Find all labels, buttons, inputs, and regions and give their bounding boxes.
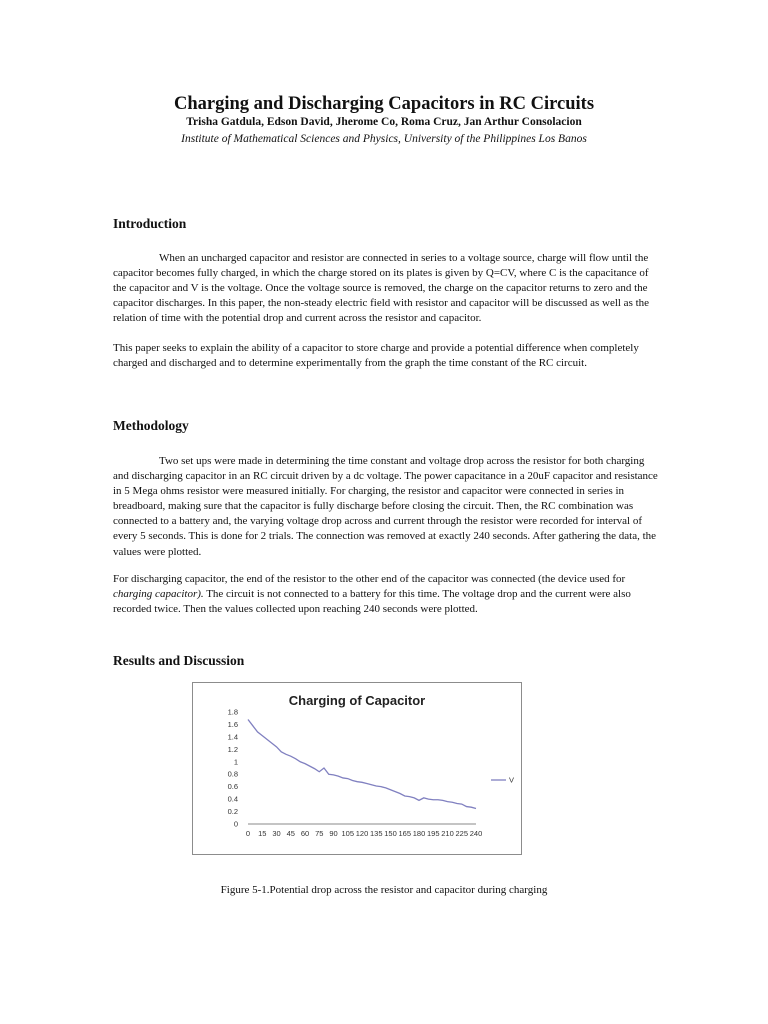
introduction-paragraph-2: This paper seeks to explain the ability of a capacitor to store charge and provide a potential difference when completely charged and discharged and to determine experimentally from the graph the time constant of the RC circuit. — [113, 342, 639, 370]
x-tick-label: 75 — [315, 829, 324, 838]
series-line-v — [248, 719, 476, 808]
legend-label: V — [509, 775, 515, 785]
introduction-heading: Introduction — [113, 216, 187, 231]
x-tick-label: 180 — [412, 829, 426, 838]
x-tick-label: 15 — [258, 829, 267, 838]
y-tick-label: 1.4 — [227, 732, 238, 742]
paper-title: Charging and Discharging Capacitors in RC Circuits — [173, 94, 595, 114]
results-heading: Results and Discussion — [113, 653, 245, 668]
methodology-paragraph-2-italic: charging capacitor). — [113, 588, 204, 601]
x-tick-label: 225 — [455, 829, 469, 838]
introduction-paragraph-1: When an uncharged capacitor and resistor are connected in series to a voltage source, charge will flow until the capacitor becomes fully charged, in which the charge stored on its plates is given by Q=CV, where C is the capacitance of the capacitor and V is the voltage. Once the voltage source is removed, the charge on the capacitor returns to zero and the capacitor discharges. In this paper, the non-steady electric field with resistor and capacitor will be discussed as well as the relation of time with the potential drop and current across the resistor and capacitor. — [113, 252, 650, 325]
y-tick-label: 0.6 — [227, 782, 238, 792]
series-group — [248, 719, 476, 808]
x-tick-label: 150 — [384, 829, 397, 838]
x-tick-label: 210 — [441, 829, 454, 838]
x-tick-label: 45 — [286, 829, 295, 838]
x-tick-label: 60 — [300, 829, 310, 838]
x-tick-label: 120 — [355, 829, 369, 838]
y-tick-label: 1.6 — [227, 719, 238, 729]
x-tick-label: 90 — [329, 829, 338, 838]
x-tick-label: 30 — [272, 829, 281, 838]
methodology-paragraph-2-end: The circuit is not connected to a battery for this time. The voltage drop and the current were also recorded twice. Then the values collected upon reaching 240 seconds were plotted. — [113, 588, 631, 616]
methodology-paragraph-2-start: For discharging capacitor, the end of the resistor to the other end of the capacitor was connected (the device used for — [113, 573, 626, 585]
paper-affiliation: Institute of Mathematical Sciences and Physics, University of the Philippines Los Banos — [181, 133, 587, 145]
y-axis-labels — [228, 708, 238, 829]
y-tick-label: 0.2 — [227, 807, 238, 817]
y-tick-label: 1.2 — [227, 744, 238, 754]
y-tick-label: 1 — [233, 757, 238, 767]
y-tick-label: 0.8 — [227, 769, 238, 779]
chart-title: Charging of Capacitor — [288, 693, 426, 708]
methodology-heading: Methodology — [113, 418, 189, 433]
figure-caption: Figure 5-1.Potential drop across the resistor and capacitor during charging — [220, 884, 548, 896]
chart-svg — [193, 683, 521, 854]
paper-authors: Trisha Gatdula, Edson David, Jherome Co, Roma Cruz, Jan Arthur Consolacion — [186, 116, 582, 128]
x-tick-label: 195 — [426, 829, 440, 838]
methodology-paragraph-2 — [113, 572, 659, 617]
x-tick-label: 165 — [398, 829, 412, 838]
x-tick-label: 135 — [369, 829, 383, 838]
x-tick-label: 0 — [245, 829, 251, 838]
x-tick-label: 240 — [469, 829, 483, 838]
x-axis-labels — [246, 829, 482, 838]
y-tick-label: 0 — [233, 819, 238, 829]
methodology-paragraph-1: Two set ups were made in determining the time constant and voltage drop across the resistor for both charging and discharging capacitor in an RC circuit driven by a dc voltage. The power capacitance in a 20uF capacitor and resistance in 5 Mega ohms resistor were measured initially. For charging, the resistor and capacitor were connected in series in breadboard, making sure that the capacitor is fully discharge before closing the circuit. Then, the RC combination was connected to a battery and, the varying voltage drop across and current through the resistor were recorded for interval of every 5 seconds. This is done for 2 trials. The connection was removed at exactly 240 seconds. After gathering the data, the values were plotted. — [113, 455, 658, 558]
y-tick-label: 1.8 — [227, 707, 238, 717]
charging-chart — [192, 682, 522, 855]
chart-legend — [491, 776, 514, 785]
y-tick-label: 0.4 — [227, 794, 238, 804]
x-tick-label: 105 — [341, 829, 355, 838]
